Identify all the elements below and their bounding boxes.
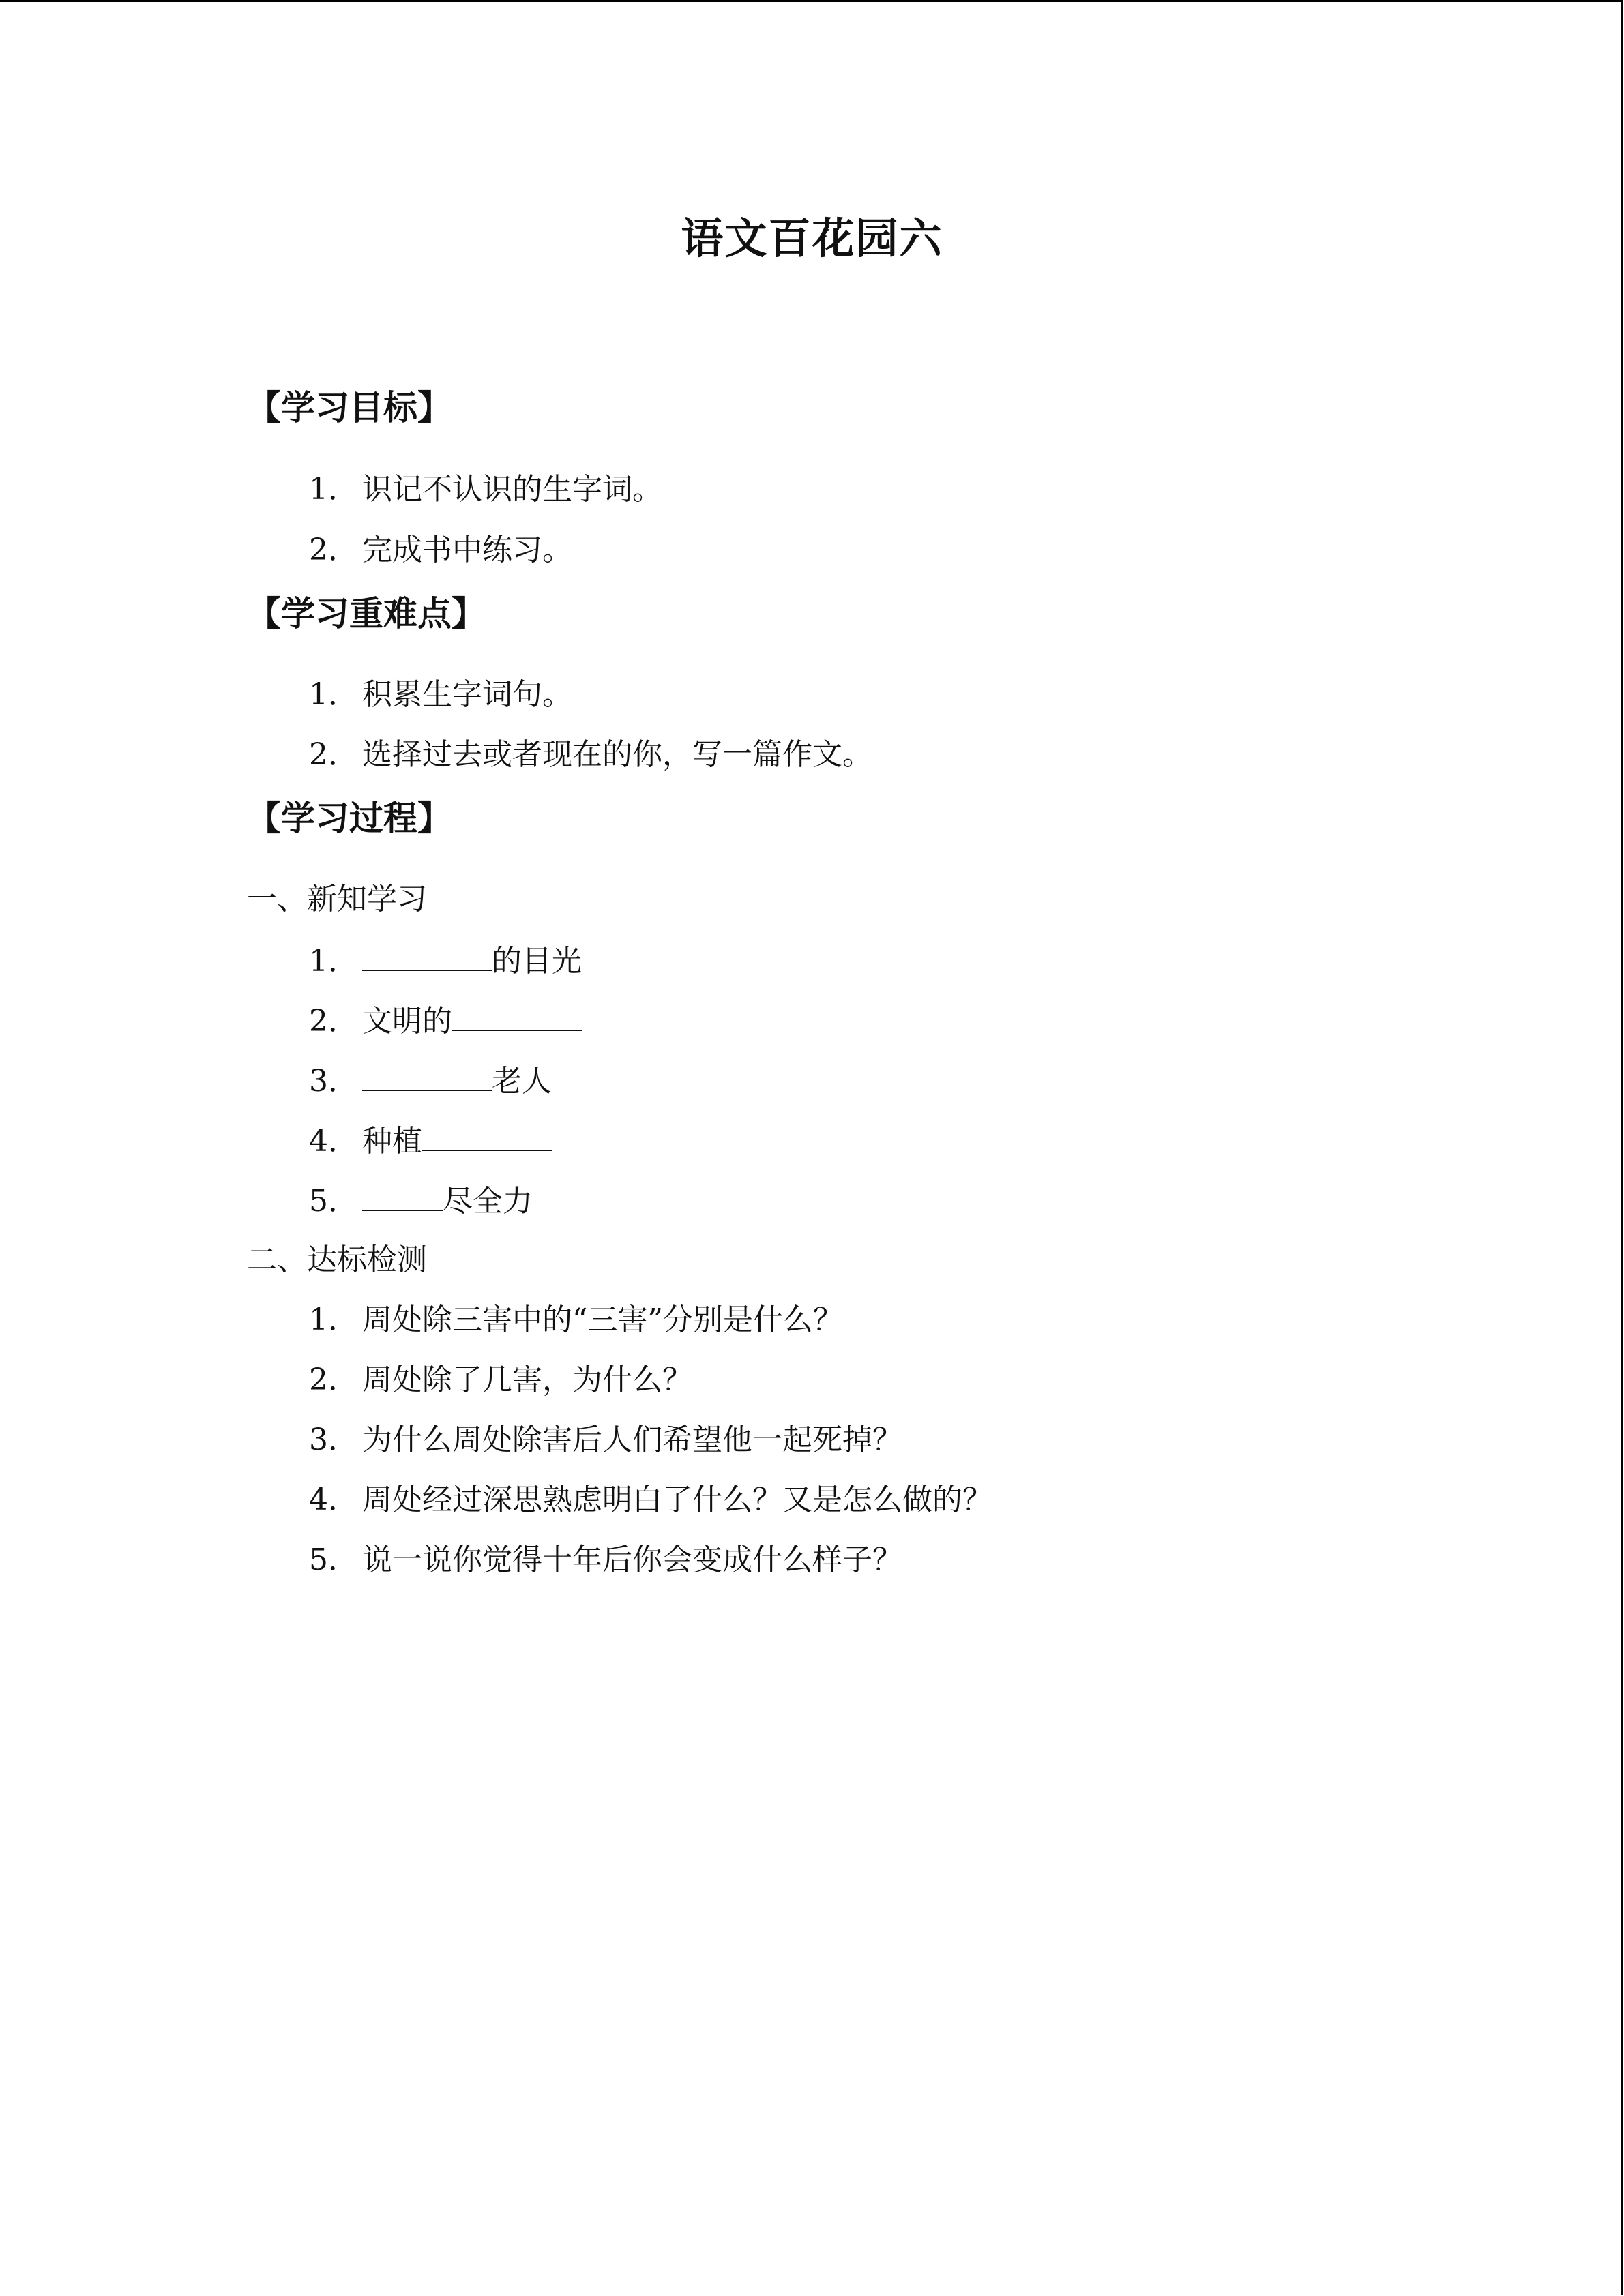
question-item-1 <box>309 1298 843 1342</box>
process-heading: 【学习过程】 <box>247 798 452 838</box>
item-text-after: 尽全力 <box>443 1184 533 1219</box>
fill-blank-item-5 <box>309 1178 533 1223</box>
blank-line[interactable] <box>452 998 582 1031</box>
fill-blank-item-4 <box>309 1118 552 1163</box>
item-number: 1． <box>309 677 358 712</box>
question-item-5 <box>309 1538 902 1582</box>
item-number: 2． <box>309 1362 358 1397</box>
item-number: 2． <box>309 737 358 772</box>
fill-blank-item-2 <box>309 998 582 1043</box>
item-text-after: 老人 <box>492 1064 552 1099</box>
item-text-before: 种植 <box>362 1124 422 1159</box>
item-number: 4． <box>309 1482 358 1517</box>
item-number: 4． <box>309 1124 358 1159</box>
document-title <box>0 208 1624 269</box>
item-number: 2． <box>309 1004 358 1039</box>
question-item-3 <box>309 1418 902 1462</box>
key-point-item-1 <box>309 673 572 717</box>
item-text-before: 文明的 <box>362 1004 452 1039</box>
objective-item-1 <box>309 468 662 511</box>
item-number: 5． <box>309 1542 358 1577</box>
item-number: 2． <box>309 533 358 567</box>
item-text: 选择过去或者现在的你，写一篇作文。 <box>362 737 872 772</box>
item-text: 说一说你觉得十年后你会变成什么样子？ <box>362 1542 902 1577</box>
blank-line[interactable] <box>362 1178 443 1211</box>
part1-label: 一、新知学习 <box>247 882 427 916</box>
item-number: 5． <box>309 1184 358 1219</box>
blank-line[interactable] <box>362 938 492 971</box>
item-number: 3． <box>309 1422 358 1457</box>
item-number: 3． <box>309 1064 358 1099</box>
question-item-4 <box>309 1478 992 1522</box>
fill-blank-item-1 <box>309 938 582 983</box>
item-number: 1． <box>309 472 358 507</box>
fill-blank-item-3 <box>309 1058 552 1103</box>
item-text: 周处除三害中的“三害”分别是什么？ <box>362 1302 843 1337</box>
item-number: 1． <box>309 1302 358 1337</box>
blank-line[interactable] <box>422 1118 552 1151</box>
document-title-text: 语文百花园六 <box>681 213 943 263</box>
objectives-heading: 【学习目标】 <box>247 387 452 428</box>
item-number: 1． <box>309 944 358 979</box>
key-point-item-2 <box>309 733 872 777</box>
objective-item-2 <box>309 528 572 572</box>
item-text: 周处经过深思熟虑明白了什么？又是怎么做的？ <box>362 1482 992 1517</box>
item-text: 完成书中练习。 <box>362 533 572 567</box>
part2-label: 二、达标检测 <box>247 1242 427 1277</box>
question-item-2 <box>309 1358 692 1402</box>
key-points-heading: 【学习重难点】 <box>247 593 486 633</box>
item-text: 为什么周处除害后人们希望他一起死掉？ <box>362 1422 902 1457</box>
item-text: 周处除了几害，为什么？ <box>362 1362 692 1397</box>
item-text: 识记不认识的生字词。 <box>362 472 662 507</box>
item-text: 积累生字词句。 <box>362 677 572 712</box>
blank-line[interactable] <box>362 1058 492 1091</box>
item-text-after: 的目光 <box>492 944 582 979</box>
